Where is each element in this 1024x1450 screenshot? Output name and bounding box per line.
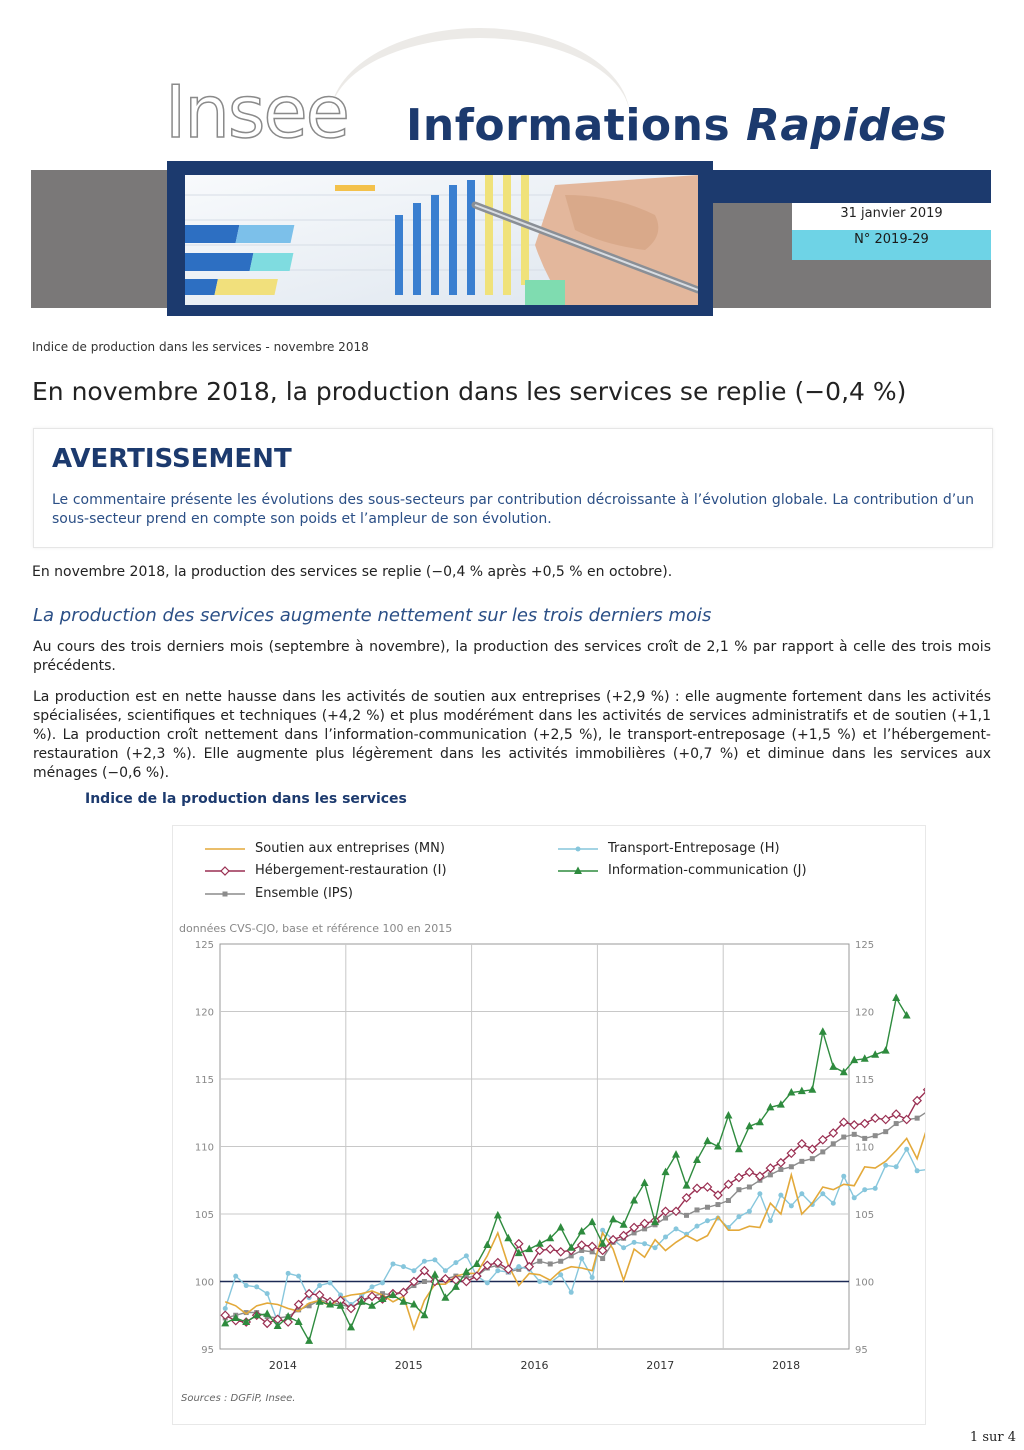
series-point (632, 1240, 637, 1245)
series-point (852, 1195, 857, 1200)
series-point (841, 1174, 846, 1179)
series-point (296, 1274, 301, 1279)
series-point (747, 1185, 752, 1190)
series-point (641, 1178, 649, 1186)
series-point (546, 1245, 554, 1253)
series-point (694, 1207, 699, 1212)
publication-title-italic: Rapides (745, 100, 948, 151)
series-point (903, 1116, 911, 1124)
series-line (225, 1149, 925, 1322)
y-tick-label-left: 105 (194, 1210, 214, 1221)
chart-unit-label: données CVS-CJO, base et référence 100 en 2015 (179, 922, 453, 935)
series-point (882, 1116, 890, 1124)
legend-label: Information-communication (J) (608, 863, 807, 878)
series-point (305, 1336, 313, 1344)
series-point (735, 1174, 743, 1182)
series-point (892, 1110, 900, 1118)
series-point (862, 1187, 867, 1192)
insee-logo: Insee (165, 70, 348, 154)
series-point (536, 1246, 544, 1254)
series-point (569, 1290, 574, 1295)
series-point (265, 1291, 270, 1296)
series-point (735, 1145, 743, 1153)
series-point (789, 1164, 794, 1169)
issue-number: N° 2019-29 (792, 230, 991, 260)
series-point (808, 1085, 816, 1093)
series-point (495, 1268, 500, 1273)
y-tick-label-right: 125 (855, 940, 875, 951)
series-point (537, 1259, 542, 1264)
series-point (894, 1121, 899, 1126)
series-point (244, 1283, 249, 1288)
series-point (799, 1191, 804, 1196)
series-point (328, 1280, 333, 1285)
header-grey-band-right (700, 195, 792, 308)
series-point (820, 1149, 825, 1154)
series-point (873, 1186, 878, 1191)
series-point (588, 1242, 596, 1250)
paragraph-2: La production est en nette hausse dans les activités de soutien aux entreprises (+2,9 %) : elle augmente fortement dans les activités spécialisées, scientifiques et techniques (+4,2 %) et plus modérément dans les activités de services administratifs et de soutien (+1,1 %). La production croît nettement dans l’information-communication (+2,5 %), le transport-entreposage (+1,5 %) et l’hébergement-restauration (+2,3 %). Elle augmente plus légèrement dans les activités immobilières (+0,7 %) et diminue dans les services aux ménages (−0,6 %). (33, 689, 991, 781)
y-tick-label-right: 115 (855, 1075, 875, 1086)
series-point (883, 1129, 888, 1134)
publication-title (406, 96, 947, 156)
series-point (841, 1135, 846, 1140)
breadcrumb: Indice de production dans les services - novembre 2018 (32, 340, 369, 354)
series-point (703, 1137, 711, 1145)
series-point (882, 1046, 890, 1054)
series-point (883, 1163, 888, 1168)
legend-label: Soutien aux entreprises (MN) (255, 841, 445, 856)
series-point (621, 1245, 626, 1250)
y-tick-label-left: 115 (194, 1075, 214, 1086)
y-tick-label-left: 120 (194, 1007, 214, 1019)
series-line (225, 998, 907, 1341)
series-point (861, 1120, 869, 1128)
y-tick-label-left: 110 (194, 1142, 214, 1154)
x-tick-label: 2014 (268, 1359, 297, 1372)
series-point (401, 1264, 406, 1269)
series-point (263, 1309, 271, 1317)
header-navy-strip (700, 170, 991, 203)
series-point (557, 1223, 565, 1231)
y-tick-label-left: 100 (194, 1277, 214, 1289)
series-point (370, 1284, 375, 1289)
series-point (778, 1167, 783, 1172)
series-point (726, 1198, 731, 1203)
series-point (873, 1133, 878, 1138)
series-point (431, 1270, 439, 1278)
series-line (225, 1090, 925, 1324)
series-point (852, 1132, 857, 1137)
x-tick-label: 2017 (646, 1359, 675, 1372)
figure-title: Indice de la production dans les services (85, 791, 407, 807)
intro-paragraph: En novembre 2018, la production des services se replie (−0,4 % après +0,5 % en octobre). (32, 564, 673, 580)
series-point (254, 1284, 259, 1289)
series-point (515, 1240, 523, 1248)
legend-label: Hébergement-restauration (I) (255, 863, 447, 878)
series-point (715, 1202, 720, 1207)
series-point (233, 1274, 238, 1279)
series-point (684, 1213, 689, 1218)
series-point (871, 1114, 879, 1122)
series-point (892, 994, 900, 1002)
series-point (768, 1172, 773, 1177)
series-point (674, 1226, 679, 1231)
series-point (799, 1159, 804, 1164)
x-tick-label: 2016 (520, 1359, 549, 1372)
series-point (694, 1224, 699, 1229)
series-point (810, 1156, 815, 1161)
series-point (422, 1259, 427, 1264)
series-point (724, 1111, 732, 1119)
series-point (390, 1261, 395, 1266)
series-point (915, 1168, 920, 1173)
series-point (663, 1234, 668, 1239)
y-tick-label-left: 95 (201, 1345, 214, 1356)
y-tick-label-left: 125 (194, 940, 214, 951)
series-line (225, 1055, 925, 1329)
series-point (778, 1193, 783, 1198)
series-point (485, 1280, 490, 1285)
series-point (819, 1027, 827, 1035)
x-tick-label: 2018 (772, 1359, 801, 1372)
series-point (223, 1306, 228, 1311)
series-point (672, 1150, 680, 1158)
series-point (904, 1147, 909, 1152)
series-point (590, 1275, 595, 1280)
chart-source: Sources : DGFiP, Insee. (181, 1393, 296, 1404)
series-point (705, 1205, 710, 1210)
series-point (736, 1187, 741, 1192)
legend-label: Ensemble (IPS) (255, 886, 353, 901)
series-point (757, 1191, 762, 1196)
series-point (432, 1257, 437, 1262)
series-point (736, 1214, 741, 1219)
series-point (609, 1215, 617, 1223)
y-tick-label-right: 120 (855, 1007, 875, 1019)
chart-container (172, 825, 926, 1425)
series-point (504, 1234, 512, 1242)
header-grey-band-bottom (792, 260, 991, 308)
series-point (747, 1209, 752, 1214)
series-point (831, 1141, 836, 1146)
series-point (831, 1201, 836, 1206)
x-tick-label: 2015 (394, 1359, 423, 1372)
series-point (494, 1211, 502, 1219)
series-point (642, 1241, 647, 1246)
series-point (915, 1116, 920, 1121)
y-tick-label-right: 105 (855, 1210, 875, 1221)
series-point (578, 1241, 586, 1249)
y-tick-label-right: 95 (855, 1345, 868, 1356)
series-point (286, 1271, 291, 1276)
warning-text: Le commentaire présente les évolutions des sous-secteurs par contribution décroissante à l’évolution globale. La contribution d’un sous-secteur prend en compte son poids et l’ampleur de son évolution. (52, 492, 974, 527)
series-point (745, 1168, 753, 1176)
series-point (829, 1062, 837, 1070)
series-point (380, 1280, 385, 1285)
publication-title-main: Informations (406, 100, 746, 151)
series-point (862, 1136, 867, 1141)
publication-date: 31 janvier 2019 (792, 203, 991, 230)
y-tick-label-right: 110 (855, 1142, 875, 1154)
series-point (894, 1164, 899, 1169)
series-point (462, 1278, 470, 1286)
series-point (422, 1279, 427, 1284)
series-point (284, 1312, 292, 1320)
series-point (483, 1241, 491, 1249)
series-point (653, 1245, 658, 1250)
legend-label: Transport-Entreposage (H) (608, 841, 780, 856)
series-point (473, 1259, 481, 1267)
series-point (588, 1218, 596, 1226)
series-point (903, 1011, 911, 1019)
series-point (411, 1268, 416, 1273)
page-number: 1 sur 4 (969, 1430, 1016, 1445)
series-point (600, 1256, 605, 1261)
warning-title: AVERTISSEMENT (52, 444, 292, 474)
series-point (557, 1248, 565, 1256)
series-point (850, 1121, 858, 1129)
series-point (317, 1283, 322, 1288)
series-point (453, 1260, 458, 1265)
paragraph-1: Au cours des trois derniers mois (septembre à novembre), la production des services croît de 2,1 % par rapport à celle des trois mois précédents. (33, 639, 991, 674)
series-point (443, 1268, 448, 1273)
series-point (579, 1256, 584, 1261)
section-subheading: La production des services augmente nettement sur les trois derniers mois (33, 605, 712, 626)
series-point (548, 1261, 553, 1266)
header-grey-band-left (31, 170, 181, 308)
series-point (789, 1203, 794, 1208)
series-point (820, 1191, 825, 1196)
series-point (683, 1181, 691, 1189)
series-point (537, 1279, 542, 1284)
series-point (516, 1264, 521, 1269)
series-point (464, 1253, 469, 1258)
series-point (347, 1323, 355, 1331)
series-point (693, 1156, 701, 1164)
series-point (221, 1311, 229, 1319)
page-title: En novembre 2018, la production dans les services se replie (−0,4 %) (32, 377, 907, 406)
series-point (768, 1218, 773, 1223)
series-point (558, 1259, 563, 1264)
series-point (705, 1218, 710, 1223)
series-point (462, 1268, 470, 1276)
production-index-chart (173, 826, 925, 1424)
header-photo-chart-hand (185, 175, 698, 305)
series-point (368, 1292, 376, 1300)
series-point (641, 1219, 649, 1227)
series-point (663, 1216, 668, 1221)
y-tick-label-right: 100 (855, 1277, 875, 1289)
